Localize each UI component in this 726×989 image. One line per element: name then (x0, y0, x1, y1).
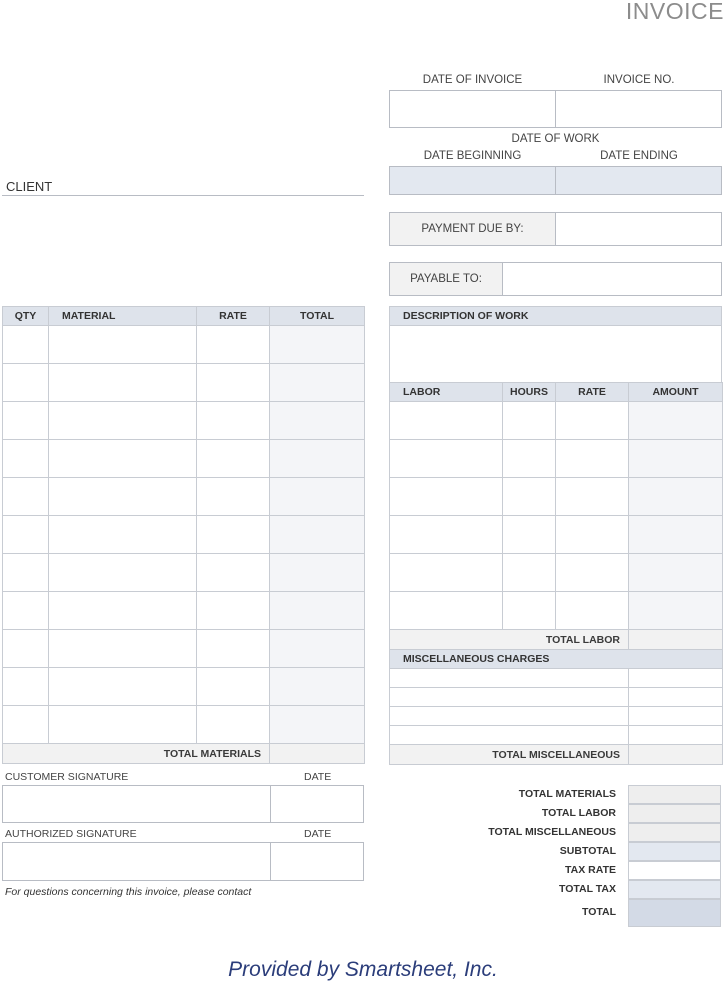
qty-cell[interactable] (3, 364, 49, 402)
misc-desc-cell[interactable] (390, 688, 629, 707)
material-cell[interactable] (49, 402, 197, 440)
qty-cell[interactable] (3, 402, 49, 440)
misc-amount-cell[interactable] (629, 669, 723, 688)
table-row (3, 668, 365, 706)
contact-note: For questions concerning this invoice, please contact (5, 886, 252, 898)
customer-signature-field[interactable] (3, 786, 271, 822)
rate-cell[interactable] (556, 402, 629, 440)
materials-col-rate: RATE (197, 307, 270, 326)
total-cell[interactable] (270, 554, 365, 592)
material-cell[interactable] (49, 668, 197, 706)
invoice-title: INVOICE (625, 0, 724, 24)
labor-total-row (390, 630, 723, 650)
summary-total-misc-label: TOTAL MISCELLANEOUS (488, 826, 616, 838)
rate-cell[interactable] (556, 478, 629, 516)
qty-cell[interactable] (3, 706, 49, 744)
customer-signature-label: CUSTOMER SIGNATURE (5, 771, 129, 783)
misc-amount-cell[interactable] (629, 688, 723, 707)
rate-cell[interactable] (197, 630, 270, 668)
labor-cell[interactable] (390, 478, 503, 516)
date-ending-label: DATE ENDING (600, 150, 678, 162)
rate-cell[interactable] (556, 516, 629, 554)
date-of-work-fields (389, 166, 722, 195)
hours-cell[interactable] (503, 516, 556, 554)
hours-cell[interactable] (503, 440, 556, 478)
rate-cell[interactable] (197, 326, 270, 364)
authorized-signature-row (2, 842, 364, 881)
qty-cell[interactable] (3, 440, 49, 478)
total-misc-label: TOTAL MISCELLANEOUS (390, 745, 629, 765)
authorized-date-field[interactable] (271, 843, 363, 880)
table-row (3, 706, 365, 744)
materials-col-qty: QTY (3, 307, 49, 326)
description-header (389, 306, 722, 326)
date-of-work-label: DATE OF WORK (511, 133, 600, 145)
qty-cell[interactable] (3, 668, 49, 706)
qty-cell[interactable] (3, 630, 49, 668)
qty-cell[interactable] (3, 516, 49, 554)
payment-due-label-cell (390, 213, 556, 245)
table-row (390, 592, 723, 630)
materials-col-material: MATERIAL (49, 307, 197, 326)
customer-date-label: DATE (304, 771, 332, 783)
material-cell[interactable] (49, 364, 197, 402)
total-cell[interactable] (270, 592, 365, 630)
labor-col-hours: HOURS (503, 383, 556, 402)
invoice-date-number-fields (389, 90, 722, 128)
payable-to-row (389, 262, 722, 296)
table-row (3, 364, 365, 402)
table-row (3, 630, 365, 668)
labor-table (389, 382, 723, 765)
qty-cell[interactable] (3, 592, 49, 630)
summary-subtotal-label: SUBTOTAL (559, 845, 616, 857)
total-cell[interactable] (270, 326, 365, 364)
qty-cell[interactable] (3, 478, 49, 516)
materials-header-row (3, 307, 365, 326)
authorized-date-label: DATE (304, 828, 332, 840)
total-cell[interactable] (270, 516, 365, 554)
table-row (390, 478, 723, 516)
material-cell[interactable] (49, 630, 197, 668)
customer-date-field[interactable] (271, 786, 363, 822)
rate-cell[interactable] (197, 706, 270, 744)
labor-cell[interactable] (390, 554, 503, 592)
table-row (390, 688, 723, 707)
hours-cell[interactable] (503, 478, 556, 516)
rate-cell[interactable] (197, 478, 270, 516)
invoice-no-field[interactable] (556, 91, 721, 127)
rate-cell[interactable] (556, 440, 629, 478)
labor-cell[interactable] (390, 516, 503, 554)
material-cell[interactable] (49, 592, 197, 630)
summary-total-labor-value[interactable] (628, 804, 721, 823)
materials-table (2, 306, 365, 764)
total-cell[interactable] (270, 668, 365, 706)
summary-total-label: TOTAL (581, 906, 616, 918)
payment-due-field[interactable] (556, 213, 721, 245)
total-materials-value[interactable] (270, 744, 365, 764)
summary-total-materials-value[interactable] (628, 785, 721, 804)
material-cell[interactable] (49, 326, 197, 364)
table-row (3, 326, 365, 364)
qty-cell[interactable] (3, 326, 49, 364)
date-of-invoice-label: DATE OF INVOICE (422, 74, 523, 86)
labor-header-row (390, 383, 723, 402)
summary-subtotal-value[interactable] (628, 842, 721, 861)
amount-cell[interactable] (629, 402, 723, 440)
summary-total-tax-label: TOTAL TAX (559, 883, 616, 895)
total-cell[interactable] (270, 706, 365, 744)
description-label: DESCRIPTION OF WORK (403, 310, 529, 322)
rate-cell[interactable] (556, 592, 629, 630)
rate-cell[interactable] (197, 668, 270, 706)
summary-total-materials-label: TOTAL MATERIALS (518, 788, 616, 800)
summary-total-tax-value[interactable] (628, 880, 721, 899)
table-row (390, 669, 723, 688)
rate-cell[interactable] (197, 516, 270, 554)
amount-cell[interactable] (629, 554, 723, 592)
authorized-signature-field[interactable] (3, 843, 271, 880)
total-cell[interactable] (270, 402, 365, 440)
date-of-invoice-field[interactable] (390, 91, 556, 127)
total-cell[interactable] (270, 364, 365, 402)
table-row (390, 402, 723, 440)
material-cell[interactable] (49, 478, 197, 516)
labor-cell[interactable] (390, 592, 503, 630)
material-cell[interactable] (49, 440, 197, 478)
date-beginning-field[interactable] (390, 167, 556, 194)
table-row (3, 402, 365, 440)
labor-col-amount: AMOUNT (629, 383, 723, 402)
misc-header-row (390, 650, 723, 669)
misc-desc-cell[interactable] (390, 726, 629, 745)
labor-cell[interactable] (390, 402, 503, 440)
payment-due-row (389, 212, 722, 246)
hours-cell[interactable] (503, 554, 556, 592)
authorized-signature-label: AUTHORIZED SIGNATURE (5, 828, 137, 840)
hours-cell[interactable] (503, 592, 556, 630)
table-row (3, 592, 365, 630)
rate-cell[interactable] (197, 402, 270, 440)
amount-cell[interactable] (629, 592, 723, 630)
summary-tax-rate-value[interactable] (628, 861, 721, 880)
date-ending-field[interactable] (556, 167, 721, 194)
description-field[interactable] (389, 326, 722, 383)
rate-cell[interactable] (556, 554, 629, 592)
total-labor-label: TOTAL LABOR (390, 630, 629, 650)
amount-cell[interactable] (629, 440, 723, 478)
amount-cell[interactable] (629, 478, 723, 516)
amount-cell[interactable] (629, 516, 723, 554)
table-row (390, 726, 723, 745)
table-row (390, 707, 723, 726)
rate-cell[interactable] (197, 440, 270, 478)
total-cell[interactable] (270, 630, 365, 668)
hours-cell[interactable] (503, 402, 556, 440)
table-row (3, 516, 365, 554)
labor-col-labor: LABOR (390, 383, 503, 402)
invoice-no-label: INVOICE NO. (603, 74, 675, 86)
total-materials-label: TOTAL MATERIALS (3, 744, 270, 764)
total-labor-value[interactable] (629, 630, 723, 650)
date-beginning-label: DATE BEGINNING (423, 150, 522, 162)
total-cell[interactable] (270, 440, 365, 478)
misc-amount-cell[interactable] (629, 726, 723, 745)
total-cell[interactable] (270, 478, 365, 516)
summary-total-labor-label: TOTAL LABOR (541, 807, 616, 819)
material-cell[interactable] (49, 516, 197, 554)
misc-desc-cell[interactable] (390, 669, 629, 688)
misc-amount-cell[interactable] (629, 707, 723, 726)
total-misc-value[interactable] (629, 745, 723, 765)
rate-cell[interactable] (197, 554, 270, 592)
summary-total-value[interactable] (628, 899, 721, 927)
table-row (390, 554, 723, 592)
table-row (3, 554, 365, 592)
materials-total-row (3, 744, 365, 764)
customer-signature-row (2, 785, 364, 823)
summary-total-misc-value[interactable] (628, 823, 721, 842)
materials-col-total: TOTAL (270, 307, 365, 326)
misc-total-row (390, 745, 723, 765)
payment-due-label: PAYMENT DUE BY: (421, 223, 524, 235)
client-divider (2, 195, 364, 196)
payable-to-label: PAYABLE TO: (410, 273, 482, 285)
material-cell[interactable] (49, 554, 197, 592)
qty-cell[interactable] (3, 554, 49, 592)
table-row (3, 478, 365, 516)
labor-col-rate: RATE (556, 383, 629, 402)
rate-cell[interactable] (197, 592, 270, 630)
table-row (390, 516, 723, 554)
payable-to-label-cell (390, 263, 503, 295)
material-cell[interactable] (49, 706, 197, 744)
rate-cell[interactable] (197, 364, 270, 402)
misc-desc-cell[interactable] (390, 707, 629, 726)
footer-credit: Provided by Smartsheet, Inc. (228, 958, 498, 981)
summary-tax-rate-label: TAX RATE (565, 864, 616, 876)
table-row (390, 440, 723, 478)
client-label: CLIENT (6, 179, 53, 194)
labor-cell[interactable] (390, 440, 503, 478)
payable-to-field[interactable] (503, 263, 721, 295)
table-row (3, 440, 365, 478)
misc-header: MISCELLANEOUS CHARGES (390, 650, 723, 669)
